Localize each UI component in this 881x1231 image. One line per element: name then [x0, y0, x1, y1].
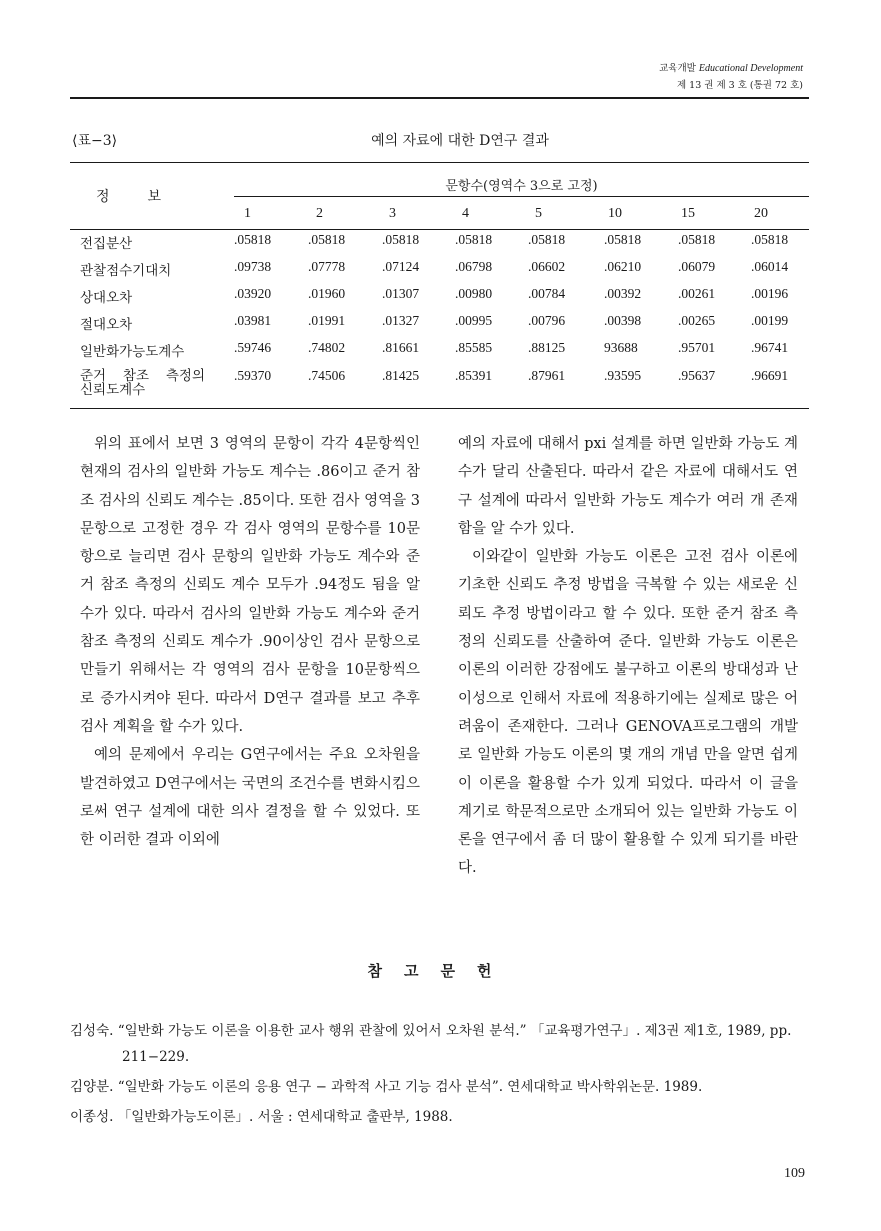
table-cell: .05818	[234, 232, 272, 247]
table-cell: .06602	[528, 259, 566, 274]
row-label-text: 전집분산	[80, 236, 133, 252]
journal-title-en: Educational Development	[698, 63, 803, 74]
table-cell: .96691	[751, 368, 789, 383]
col-header: 2	[316, 206, 323, 221]
table-cell: .01327	[382, 313, 420, 328]
table-cell: .05818	[751, 232, 789, 247]
table-cell: .03981	[234, 313, 272, 328]
table-header-rule	[70, 229, 809, 230]
table-cell: .01991	[308, 313, 346, 328]
row-label	[80, 232, 205, 252]
table-cell: .05818	[455, 232, 493, 247]
table-cell: .00995	[455, 313, 493, 328]
row-label-text: 상대오차	[80, 290, 133, 306]
table-cell: .00261	[678, 286, 716, 301]
table-cell: .09738	[234, 259, 272, 274]
table-cell: .00199	[751, 313, 789, 328]
table-cell: .00784	[528, 286, 566, 301]
row-label	[80, 259, 205, 279]
table-cell: .00392	[604, 286, 642, 301]
row-label	[80, 313, 205, 333]
table-span-header: 문항수(영역수 3으로 고정)	[445, 179, 598, 194]
table-cell: .81661	[382, 340, 420, 355]
row-label	[80, 286, 205, 306]
col-header: 15	[681, 206, 695, 221]
table-cell: .07778	[308, 259, 346, 274]
table-bottom-rule	[70, 408, 809, 409]
page-number: 109	[784, 1166, 805, 1181]
row-label-text-2: 신뢰도계수	[80, 382, 146, 398]
paragraph: 위의 표에서 보면 3 영역의 문항이 각각 4문항씩인 현재의 검사의 일반화 가능도 계수는 .86이고 준거 참조 검사의 신뢰도 계수는 .85이다. 또한 검사 영역을 3문항으로 고정한 경우 각 검사 영역의 문항수를 10문항으로 늘리면 검사 문항의 일반화 가능도 계수와 준거 참조 측정의 신뢰도 계수 모두가 .94정도 됨을 알 수가 있다. 따라서 검사의 일반화 가능도 계수와 준거 참조 측정의 신뢰도 계수가 .90이상인 검사 문항으로 만들기 위해서는 각 영역의 검사 문항을 10문항씩으로 증가시켜야 된다. 따라서 D연구 결과를 보고 추후 검사 계획을 할 수가 있다.	[80, 436, 420, 735]
col-header: 1	[244, 206, 251, 221]
table-cell: .05818	[678, 232, 716, 247]
table-cell: .00980	[455, 286, 493, 301]
table-cell: .05818	[528, 232, 566, 247]
table-cell: .85585	[455, 340, 493, 355]
col-header: 20	[754, 206, 768, 221]
table-cell: .59746	[234, 340, 272, 355]
table-cell: .05818	[604, 232, 642, 247]
paragraph: 이와같이 일반화 가능도 이론은 고전 검사 이론에 기초한 신뢰도 추정 방법을 극복할 수 있는 새로운 신뢰도 추정 방법이라고 할 수 있다. 또한 준거 참조 측정의 신뢰도를 산출하여 준다. 일반화 가능도 이론은 이론의 이러한 강점에도 불구하고 이론의 방대성과 난이성으로 인해서 자료에 적용하기에는 실제로 많은 어려움이 존재한다. 그러나 GENOVA프로그램의 개발로 일반화 가능도 이론의 몇 개의 개념 만을 알면 쉽게 이 이론을 활용할 수가 있게 되었다. 따라서 이 글을 계기로 학문적으로만 소개되어 있는 일반화 가능도 이론을 연구에서 좀 더 많이 활용할 수 있게 되기를 바란다.	[458, 549, 798, 877]
running-header	[659, 60, 803, 94]
journal-title	[659, 60, 803, 77]
table-cell: .06210	[604, 259, 642, 274]
table-cell: .95637	[678, 368, 716, 383]
reference-item: 김양분. “일반화 가능도 이론의 응용 연구 − 과학적 사고 기능 검사 분석”. 연세대학교 박사학위논문. 1989.	[70, 1079, 703, 1095]
table-cell: .01307	[382, 286, 420, 301]
col-header: 5	[535, 206, 542, 221]
table-cell: .96741	[751, 340, 789, 355]
table-top-rule	[70, 162, 809, 163]
table-cell: .87961	[528, 368, 566, 383]
row-label-text: 일반화가능도계수	[80, 344, 185, 360]
col-header: 4	[462, 206, 469, 221]
table-cell: .93595	[604, 368, 642, 383]
table-cell: .03920	[234, 286, 272, 301]
reference-item: 이종성. 「일반화가능도이론」. 서울 : 연세대학교 출판부, 1988.	[70, 1109, 453, 1125]
table-cell: .06798	[455, 259, 493, 274]
row-label-text: 관찰점수기대치	[80, 263, 172, 279]
row-label-text: 절대오차	[80, 317, 133, 333]
table-cell: .74506	[308, 368, 346, 383]
table-title: 예의 자료에 대한 D연구 결과	[371, 133, 549, 149]
col-header: 10	[608, 206, 622, 221]
table-cell: .59370	[234, 368, 272, 383]
row-label	[80, 368, 205, 398]
table-cell: .00796	[528, 313, 566, 328]
table-span-rule	[234, 196, 809, 197]
table-cell: .01960	[308, 286, 346, 301]
body-column-right	[458, 430, 798, 883]
table-info-header: 정보	[96, 189, 200, 205]
reference-item: 김성숙. “일반화 가능도 이론을 이용한 교사 행위 관찰에 있어서 오차원 분석.” 「교육평가연구」. 제3권 제1호, 1989, pp. 211−229.	[70, 1023, 792, 1065]
table-cell: .06079	[678, 259, 716, 274]
header-rule	[70, 97, 809, 99]
body-column-left	[80, 430, 420, 854]
table-cell: .74802	[308, 340, 346, 355]
table-cell: .05818	[382, 232, 420, 247]
row-label-text: 준거 참조 측정의	[80, 368, 205, 384]
table-cell: .06014	[751, 259, 789, 274]
table-cell: .85391	[455, 368, 493, 383]
table-cell: .00265	[678, 313, 716, 328]
table-label: ⟨표−3⟩	[72, 133, 118, 149]
journal-volume: 제 13 권 제 3 호 (통권 72 호)	[676, 80, 803, 91]
table-cell: .00196	[751, 286, 789, 301]
paragraph: 예의 문제에서 우리는 G연구에서는 주요 오차원을 발견하였고 D연구에서는 국면의 조건수를 변화시킴으로써 연구 설계에 대한 의사 결정을 할 수 있었다. 또한 이러한 결과 이외에	[80, 747, 420, 849]
journal-title-ko: 교육개발	[659, 63, 696, 74]
table-cell: .00398	[604, 313, 642, 328]
references-list	[70, 1018, 810, 1134]
row-label	[80, 340, 205, 360]
table-cell: .07124	[382, 259, 420, 274]
table-cell: .95701	[678, 340, 716, 355]
paragraph: 예의 자료에 대해서 pxi 설계를 하면 일반화 가능도 계수가 달리 산출된다. 따라서 같은 자료에 대해서도 연구 설계에 따라서 일반화 가능도 계수가 여러 개 존재함을 알 수가 있다.	[458, 436, 798, 537]
table-cell: .05818	[308, 232, 346, 247]
table-cell: .88125	[528, 340, 566, 355]
table-cell: .81425	[382, 368, 420, 383]
table-cell: 93688	[604, 340, 638, 355]
references-heading: 참고문헌	[367, 962, 514, 980]
col-header: 3	[389, 206, 396, 221]
